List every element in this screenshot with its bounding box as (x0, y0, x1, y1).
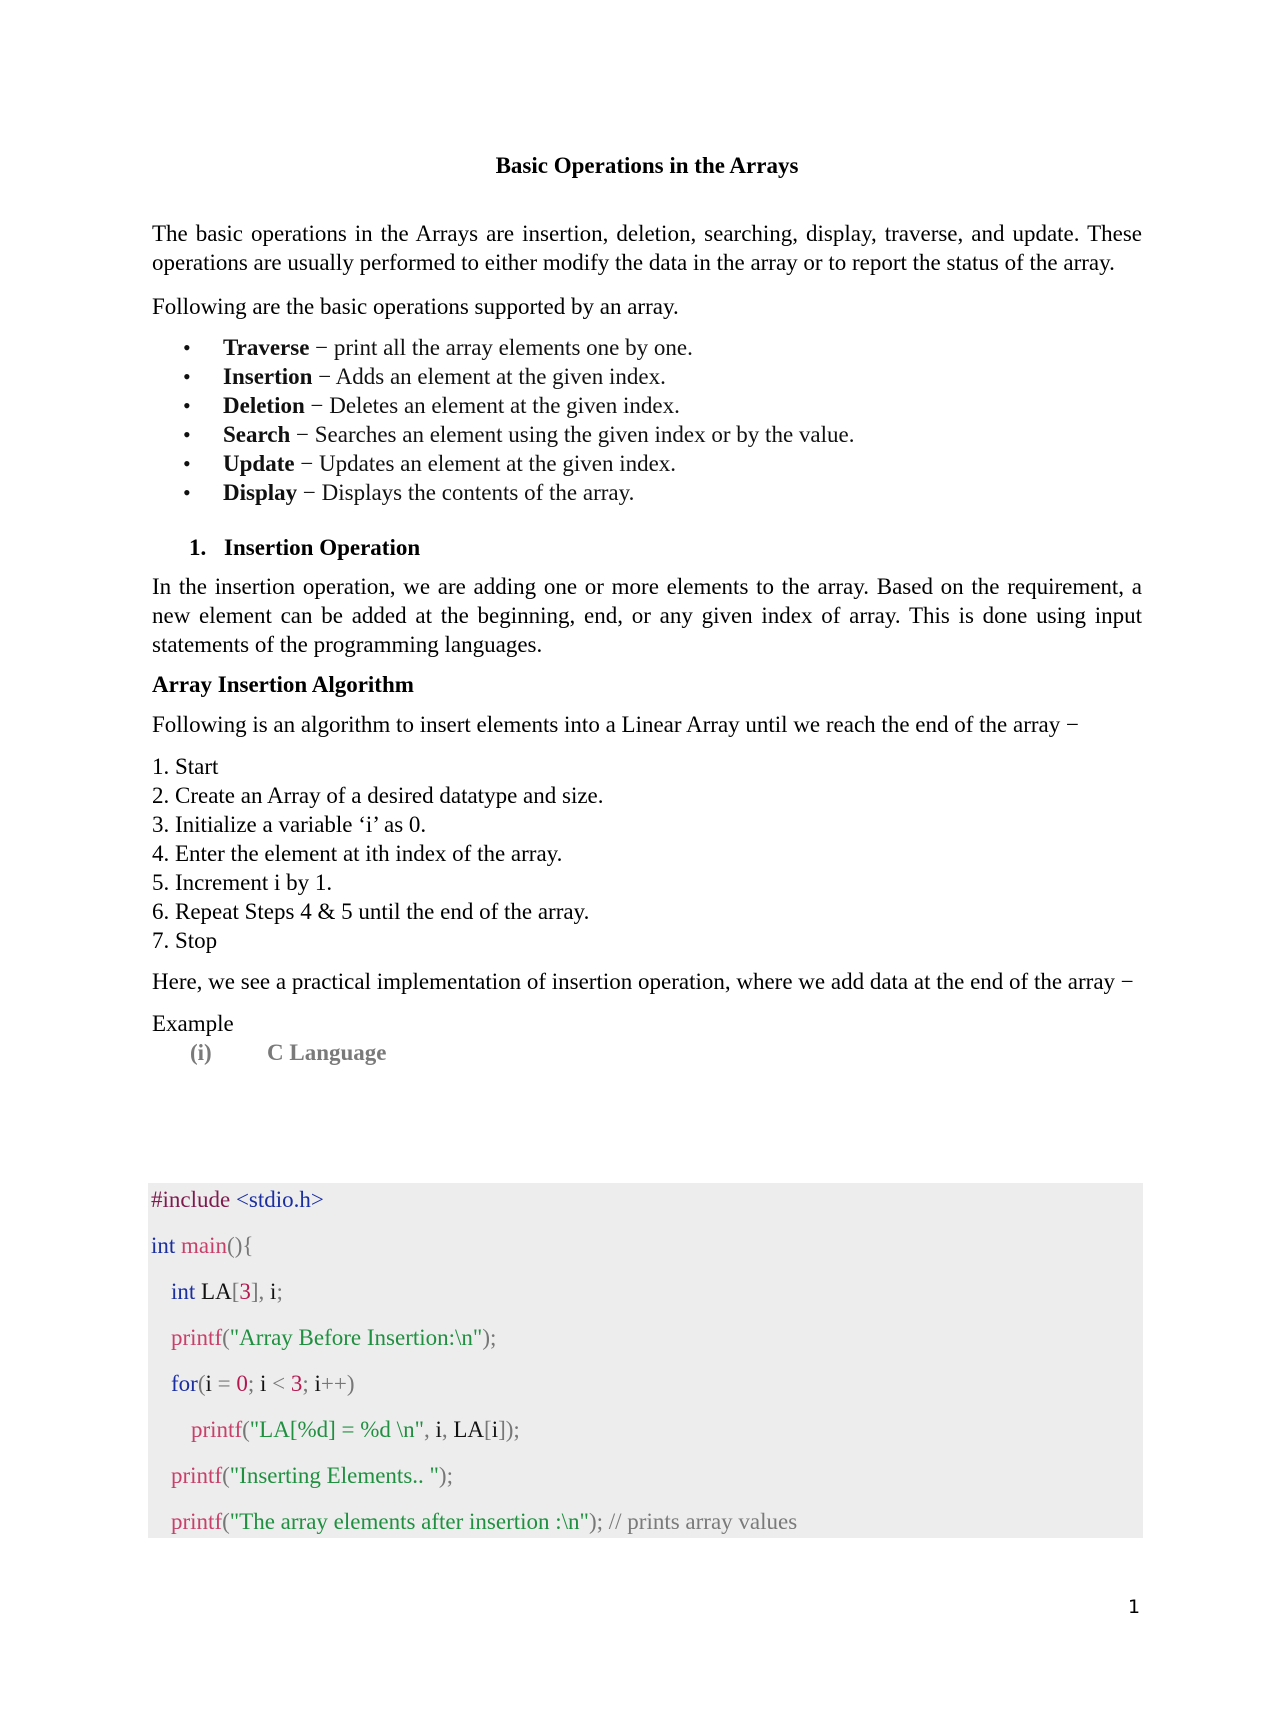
document-page (152, 150, 1142, 1077)
list-item (152, 362, 1142, 391)
op-term: Search (223, 422, 291, 447)
list-item (152, 449, 1142, 478)
language-heading (190, 1038, 1142, 1067)
list-item: 3. Initialize a variable ‘i’ as 0. (152, 812, 427, 837)
code-line: printf("Inserting Elements.. "); (171, 1463, 453, 1488)
code-line: printf("Array Before Insertion:\n"); (171, 1325, 497, 1350)
algorithm-steps (152, 752, 1142, 955)
section-title: Insertion Operation (224, 535, 421, 560)
section-heading (189, 533, 1142, 562)
document-title: Basic Operations in the Arrays (495, 153, 799, 178)
op-term: Display (223, 480, 298, 505)
list-item: 2. Create an Array of a desired datatype and size. (152, 783, 604, 808)
list-item: 7. Stop (152, 928, 218, 953)
list-item: 5. Increment i by 1. (152, 870, 333, 895)
example-label: Example (152, 1011, 234, 1036)
op-desc: − Displays the contents of the array. (297, 480, 635, 505)
code-line: for(i = 0; i < 3; i++) (171, 1371, 355, 1396)
insertion-paragraph: In the insertion operation, we are adding one or more elements to the array. Based on the requirement, a new element can be added at the beginning, end, or any given index of array. This is done using input statements of the programming languages. (152, 574, 1142, 657)
algorithm-heading: Array Insertion Algorithm (152, 672, 414, 697)
op-term: Traverse (223, 335, 310, 360)
op-term: Insertion (223, 364, 313, 389)
op-term: Update (223, 451, 295, 476)
operations-list (152, 333, 1142, 507)
code-line: int LA[3], i; (171, 1279, 283, 1304)
list-item: 4. Enter the element at ith index of the array. (152, 841, 563, 866)
list-item (152, 478, 1142, 507)
list-item (152, 391, 1142, 420)
page-number: 1 (1128, 1596, 1141, 1618)
list-item: 6. Repeat Steps 4 & 5 until the end of the array. (152, 899, 590, 924)
code-line: printf("The array elements after insertion :\n"); // prints array values (171, 1509, 798, 1534)
operations-intro: Following are the basic operations supported by an array. (152, 294, 679, 319)
op-desc: − Searches an element using the given index or by the value. (290, 422, 855, 447)
op-desc: − Adds an element at the given index. (312, 364, 666, 389)
list-item (152, 333, 1142, 362)
algorithm-intro: Following is an algorithm to insert elements into a Linear Array until we reach the end of the array − (152, 712, 1079, 737)
code-block (148, 1183, 1143, 1538)
list-item (152, 420, 1142, 449)
code-line: #include <stdio.h> (151, 1187, 324, 1212)
list-item: 1. Start (152, 754, 219, 779)
intro-paragraph: The basic operations in the Arrays are insertion, deletion, searching, display, traverse, and update. These operations are usually performed to either modify the data in the array or to report the status of the array. (152, 221, 1142, 275)
code-line: int main(){ (151, 1233, 254, 1258)
op-desc: − print all the array elements one by one. (309, 335, 693, 360)
code-line: printf("LA[%d] = %d \n", i, LA[i]); (191, 1417, 520, 1442)
language-index: (i) (190, 1040, 212, 1065)
practical-paragraph: Here, we see a practical implementation of insertion operation, where we add data at the end of the array − (152, 969, 1134, 994)
language-name: C Language (267, 1040, 387, 1065)
op-desc: − Updates an element at the given index. (294, 451, 677, 476)
op-term: Deletion (223, 393, 305, 418)
section-number: 1. (189, 535, 207, 560)
op-desc: − Deletes an element at the given index. (304, 393, 680, 418)
